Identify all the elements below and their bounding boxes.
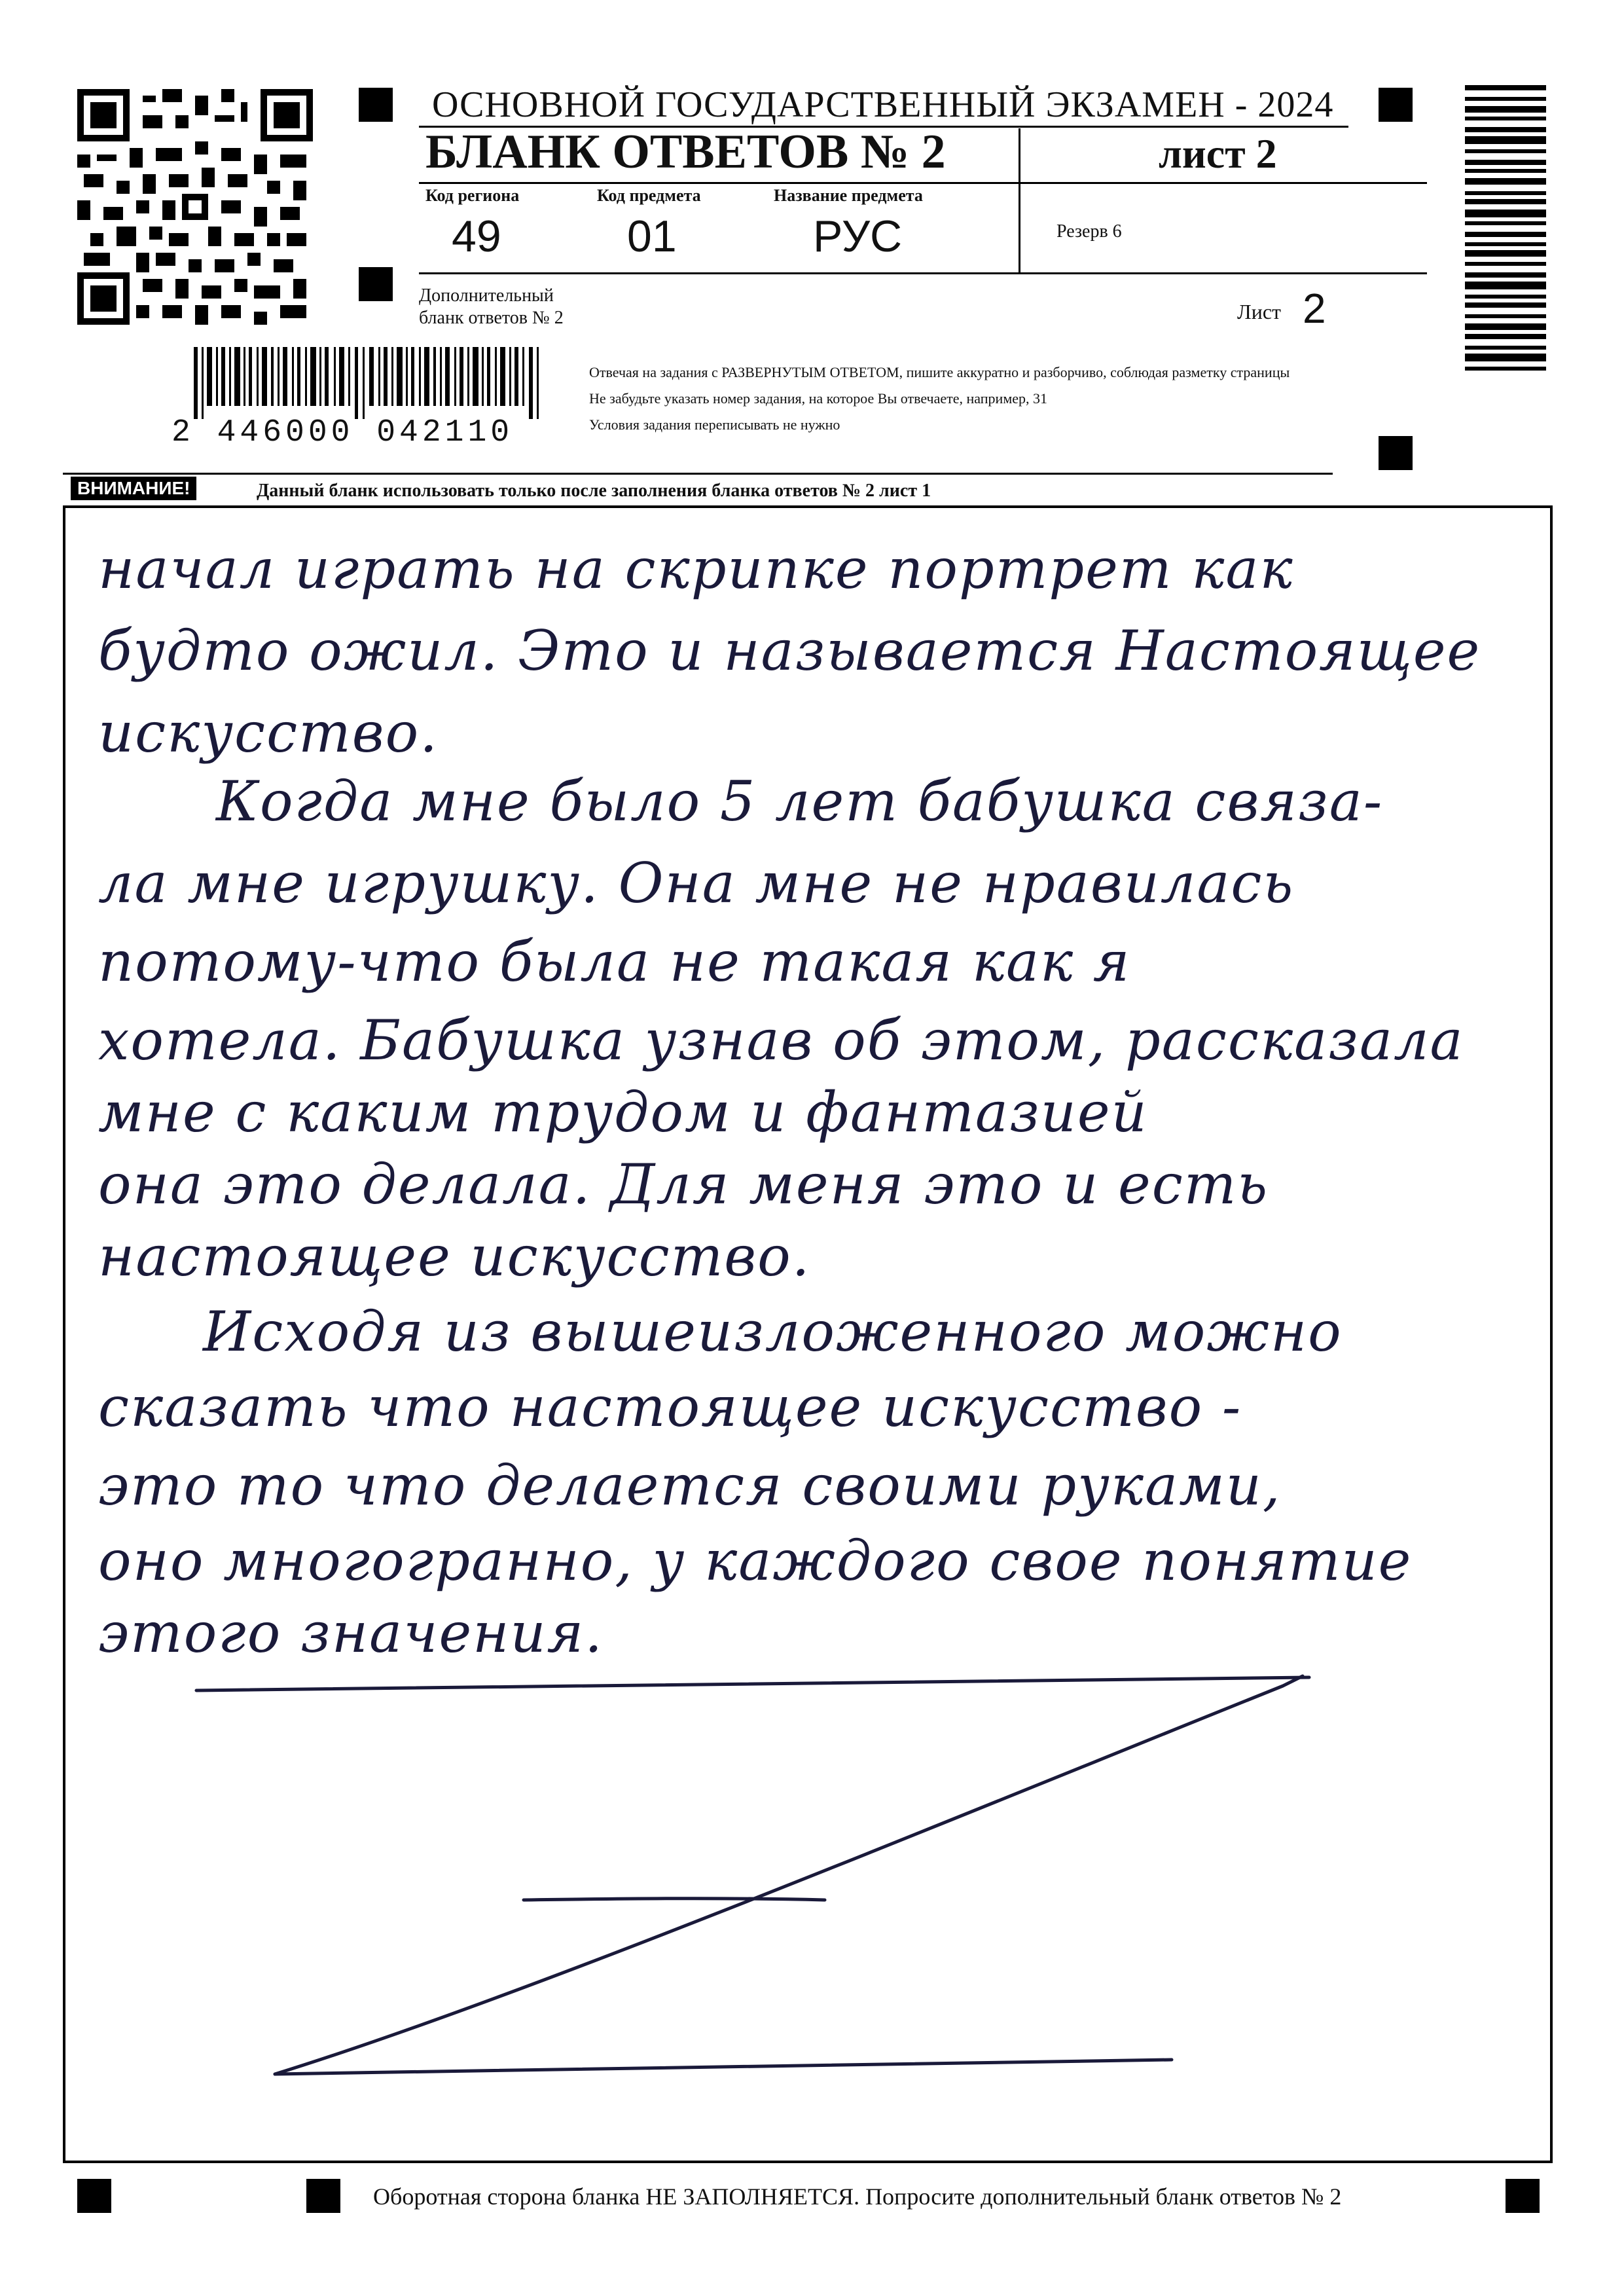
exam-title: ОСНОВНОЙ ГОСУДАРСТВЕННЫЙ ЭКЗАМЕН - 2024 <box>432 84 1334 125</box>
answer-line: Когда мне было 5 лет бабушка связа- <box>216 769 1384 833</box>
answer-line: ла мне игрушку. Она мне не нравилась <box>98 851 1295 915</box>
subject-code-label: Код предмета <box>597 186 701 205</box>
answer-line: сказать что настоящее искусство - <box>98 1375 1242 1439</box>
answer-line: искусство. <box>98 701 439 765</box>
sheet-number: 2 <box>1303 285 1326 332</box>
sheet-label: Лист <box>1237 300 1282 323</box>
answer-line: мне с каким трудом и фантазией <box>98 1080 1148 1144</box>
answer-line: начал играть на скрипке портрет как <box>98 537 1294 601</box>
footer-note: Оборотная сторона бланка НЕ ЗАПОЛНЯЕТСЯ. Попросите дополнительный бланк ответов № 2 <box>373 2183 1342 2210</box>
answer-line: настоящее искусство. <box>98 1224 811 1288</box>
answer-line: она это делала. Для меня это и есть <box>98 1152 1269 1216</box>
answer-line: хотела. Бабушка узнав об этом, рассказала <box>98 1008 1464 1072</box>
answer-line: потому-что была не такая как я <box>98 930 1131 994</box>
sheet-title: лист 2 <box>1159 130 1277 177</box>
instruction-line: Отвечая на задания с РАЗВЕРНУТЫМ ОТВЕТОМ, пишите аккуратно и разборчиво, соблюдая разметку страницы <box>589 364 1290 380</box>
answer-line: это то что делается своими руками, <box>98 1453 1282 1518</box>
subject-name: РУС <box>813 211 903 261</box>
region-code-label: Код региона <box>425 186 520 205</box>
answer-line: будто ожил. Это и называется Настоящее <box>98 619 1481 683</box>
subject-name-label: Название предмета <box>774 186 923 205</box>
form-title: БЛАНК ОТВЕТОВ № 2 <box>425 125 946 179</box>
answer-line: Исходя из вышеизложенного можно <box>203 1300 1343 1364</box>
warning-badge: ВНИМАНИЕ! <box>71 477 196 500</box>
additional-label-2: бланк ответов № 2 <box>419 308 564 328</box>
region-code: 49 <box>452 211 501 261</box>
barcode-number: 2 446000 042110 <box>171 415 514 450</box>
warning-text: Данный бланк использовать только после заполнения бланка ответов № 2 лист 1 <box>257 481 931 501</box>
instruction-line: Не забудьте указать номер задания, на которое Вы отвечаете, например, 31 <box>589 390 1048 407</box>
subject-code: 01 <box>627 211 677 261</box>
additional-label-1: Дополнительный <box>419 285 554 306</box>
answer-line: оно многогранно, у каждого свое понятие <box>98 1529 1413 1593</box>
answer-line: этого значения. <box>98 1601 604 1665</box>
reserve-label: Резерв 6 <box>1056 221 1122 242</box>
instruction-line: Условия задания переписывать не нужно <box>589 416 840 433</box>
